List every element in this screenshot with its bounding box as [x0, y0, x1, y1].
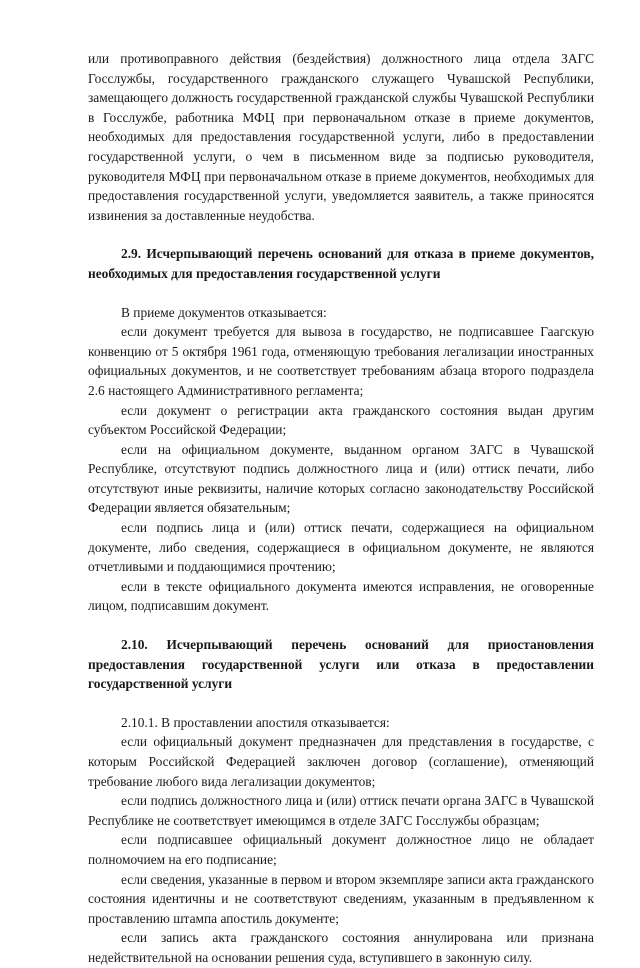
list-item: если запись акта гражданского состояния аннулирована или признана недействительной на основании решения суда, вступившего в законную силу. — [88, 930, 594, 965]
intro-paragraph: или противоправного действия (бездействия) должностного лица отдела ЗАГС Госслужбы, государственного гражданского служащего Чувашской Республики, замещающего должность государственной гражданской службы Чувашской Республики в Госслужбе, работника МФЦ при первоначальном отказе в приеме документов, необходимых для предоставления государственной услуги, либо в предоставлении государственной услуги, о чем в письменном виде за подписью руководителя, руководителя МФЦ при первоначальном отказе в приеме документов, необходимых для предоставления государственной услуги, уведомляется заявитель, а также приносятся извинения за доставленные неудобства. — [88, 51, 594, 223]
list-item: если документ требуется для вывоза в государство, не подписавшее Гаагскую конвенцию от 5 октября 1961 года, отменяющую требования легализации иностранных официальных документов, и не соответствует требованиям абзаца второго подраздела 2.6 настоящего Административного регламента; — [88, 324, 594, 398]
list-item: если подпись должностного лица и (или) оттиск печати органа ЗАГС в Чувашской Республике не соответствует имеющимся в отделе ЗАГС Госслужбы образцам; — [88, 793, 594, 828]
list-item: если подпись лица и (или) оттиск печати, содержащиеся на официальном документе, либо сведения, содержащиеся в официальном документе, не являются отчетливыми и поддающимися прочтению; — [88, 520, 594, 575]
list-item: если на официальном документе, выданном органом ЗАГС в Чувашской Республике, отсутствуют подпись должностного лица и (или) оттиск печати, либо отсутствуют иные реквизиты, наличие которых согласно законодательству Российской Федерации является обязательным; — [88, 441, 594, 516]
section-2-9-lead: В приеме документов отказывается: — [121, 304, 327, 320]
section-2-10-heading: 2.10. Исчерпывающий перечень оснований для приостановления предоставления государственной услуги или отказа в предоставлении государственной услуги — [88, 637, 594, 692]
section-2-10-lead: 2.10.1. В проставлении апостиля отказывается: — [121, 714, 390, 730]
list-item: если сведения, указанные в первом и втором экземпляре записи акта гражданского состояния идентичны и не соответствуют сведениям, указанным в предъявленном к проставлению штампа апостиль документе; — [88, 871, 594, 926]
list-item: если официальный документ предназначен для представления в государстве, с которым Российской Федерацией заключен договор (соглашение), отменяющий требование любого вида легализации документов; — [88, 734, 594, 789]
list-item: если подписавшее официальный документ должностное лицо не обладает полномочием на его подписание; — [88, 832, 594, 867]
document-page — [88, 49, 594, 968]
list-item: если документ о регистрации акта гражданского состояния выдан другим субъектом Российской Федерации; — [88, 402, 594, 438]
list-item: если в тексте официального документа имеются исправления, не оговоренные лицом, подписавшим документ. — [88, 578, 594, 614]
section-2-9-heading: 2.9. Исчерпывающий перечень оснований для отказа в приеме документов, необходимых для предоставления государственной услуги — [88, 246, 594, 281]
